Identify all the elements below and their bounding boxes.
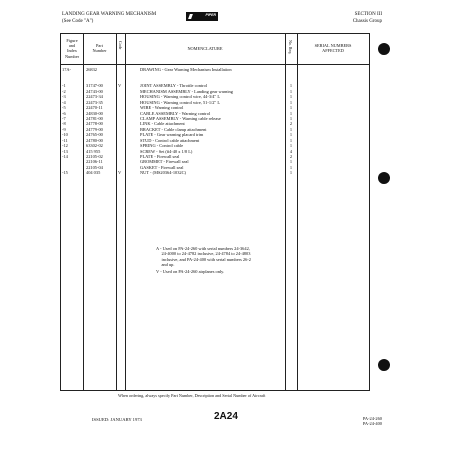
company-logo: PIPER xyxy=(186,12,218,21)
part-number: 24765-00 xyxy=(86,132,103,138)
quantity-required: 2 xyxy=(289,121,293,127)
quantity-required: 1 xyxy=(289,132,293,138)
note-line: A - Used on PA-24-260 with serial numbers 24-3642, xyxy=(156,246,250,251)
part-number: 24780-00 xyxy=(86,137,103,143)
nomenclature: CABLE ASSEMBLY - Warning control xyxy=(140,110,211,116)
part-number: 24743-00 xyxy=(86,88,103,94)
part-number: 26832 xyxy=(86,67,97,72)
quantity-required: 1 xyxy=(289,110,293,116)
nomenclature: PLATE - Firewall seal xyxy=(140,154,180,159)
nomenclature: SCREW - Set (#4-40 x 1/8 L) xyxy=(140,148,193,154)
binder-hole xyxy=(378,359,390,371)
part-number: 22473-34 xyxy=(86,94,103,100)
usage-code: V xyxy=(118,170,122,176)
figure-number: -1 xyxy=(62,83,66,89)
quantity-required: 1 xyxy=(289,94,293,100)
figure-number: -2 xyxy=(62,88,66,94)
nomenclature: GROMMET - Firewall seal xyxy=(140,159,189,165)
column-header-nomenclature: NOMENCLATURE xyxy=(187,46,223,51)
part-number: 404 035 xyxy=(86,170,101,176)
parts-list xyxy=(61,67,369,176)
nomenclature: HOUSING - Warning control wire, 44-3/4" L xyxy=(140,94,221,100)
part-number: 22105-04 xyxy=(86,164,103,170)
part-number: 24781-00 xyxy=(86,115,103,121)
figure-number: -5 xyxy=(62,105,66,111)
part-number: 63302-02 xyxy=(86,143,103,149)
nomenclature: NUT - (MS20364-1032C) xyxy=(140,170,187,176)
see-code-note: (See Code "A") xyxy=(62,18,94,24)
quantity-required: 1 xyxy=(289,83,293,89)
part-number: 24830-00 xyxy=(86,110,103,116)
notes-block xyxy=(156,246,251,274)
document-title: LANDING GEAR WARNING MECHANISM xyxy=(62,12,157,17)
figure-number: -4 xyxy=(62,99,66,105)
header-divider xyxy=(61,64,369,65)
document-header-right xyxy=(353,12,382,25)
column-header-req: No. Req. xyxy=(288,40,293,55)
quantity-required: 1 xyxy=(289,126,293,132)
quantity-required: 1 xyxy=(289,115,293,121)
nomenclature: PLATE - Gear warning placard trim xyxy=(140,132,204,138)
figure-number: -12 xyxy=(62,143,68,149)
nomenclature: DRAWING - Gear Warning Mechanism Installation xyxy=(140,67,232,72)
quantity-required: 1 xyxy=(289,159,293,165)
ordering-note: When ordering, always specify Part Number, Description and Serial Number of Aircraft xyxy=(118,393,266,398)
quantity-required: 1 xyxy=(289,164,293,170)
figure-number: -11 xyxy=(62,137,68,143)
part-number: 22105-02 xyxy=(86,154,103,159)
figure-number: -9 xyxy=(62,126,66,132)
figure-number: -10 xyxy=(62,132,68,138)
part-number: 24779-00 xyxy=(86,126,103,132)
quantity-required: 1 xyxy=(289,88,293,94)
figure-number: 17A- xyxy=(62,67,72,72)
parts-table xyxy=(60,33,370,391)
nomenclature: GASKET - Firewall seal xyxy=(140,164,184,170)
note-line: 24-4000 to 24-4782 inclusive, 24-4784 to 24-4803 xyxy=(156,251,251,257)
part-number: 22470-11 xyxy=(86,105,103,111)
column-header-serial: SERIAL NUMBERS AFFECTED xyxy=(314,43,352,54)
nomenclature: WIRE - Warning control xyxy=(140,105,184,111)
quantity-required: 1 xyxy=(289,137,293,143)
table-row xyxy=(61,170,369,175)
issued-date: ISSUED: JANUARY 1973 xyxy=(92,417,142,422)
quantity-required: 2 xyxy=(289,154,293,159)
part-number: 415 955 xyxy=(86,148,101,154)
nomenclature: MECHANISM ASSEMBLY - Landing gear warning xyxy=(140,88,233,94)
nomenclature: BRACKET - Cable clamp attachment xyxy=(140,126,207,132)
document-header-left xyxy=(62,12,156,25)
quantity-required: 1 xyxy=(289,170,293,176)
model-list: PA-24-260 PA-24-400 xyxy=(362,416,382,427)
page-number: 2A24 xyxy=(214,411,238,422)
quantity-required: 1 xyxy=(289,105,293,111)
note-line: inclusive, and PA-24-400 with serial numbers 26-2 xyxy=(156,256,251,262)
section-label: SECTION III xyxy=(354,12,382,17)
figure-number: -13 xyxy=(62,148,68,154)
column-header-figure: Figure and Index Number xyxy=(64,38,80,59)
binder-hole xyxy=(378,43,390,55)
part-number: 22473-35 xyxy=(86,99,103,105)
nomenclature: HOUSING - Warning control wire, 51-1/2" L xyxy=(140,99,221,105)
figure-number: -15 xyxy=(62,170,68,176)
quantity-required: 1 xyxy=(289,99,293,105)
note-line: and up. xyxy=(156,262,175,268)
usage-code: V xyxy=(118,83,122,89)
part-number: 31747-00 xyxy=(86,83,103,89)
quantity-required: 4 xyxy=(289,148,293,154)
nomenclature: LINK - Cable attachment xyxy=(140,121,185,127)
figure-number: -14 xyxy=(62,154,68,159)
figure-number: -8 xyxy=(62,121,66,127)
nomenclature: SPRING - Control cable xyxy=(140,143,184,149)
nomenclature: STUD - Control cable attachment xyxy=(140,137,200,143)
part-number: 24778-00 xyxy=(86,121,103,127)
nomenclature: CLAMP ASSEMBLY - Warning cable release xyxy=(140,115,221,121)
figure-number: -3 xyxy=(62,94,66,100)
binder-hole xyxy=(378,172,390,184)
part-number: 22106-11 xyxy=(86,159,103,165)
figure-number: -7 xyxy=(62,115,66,121)
group-label: Chassis Group xyxy=(352,18,382,24)
column-header-code: Code xyxy=(118,41,123,50)
column-header-part: Part Number xyxy=(92,43,107,54)
figure-number: -6 xyxy=(62,110,66,116)
note-line: V - Used on PA-24-260 airplanes only. xyxy=(156,268,225,274)
nomenclature: JOINT ASSEMBLY - Throttle control xyxy=(140,83,208,89)
quantity-required: 1 xyxy=(289,143,293,149)
